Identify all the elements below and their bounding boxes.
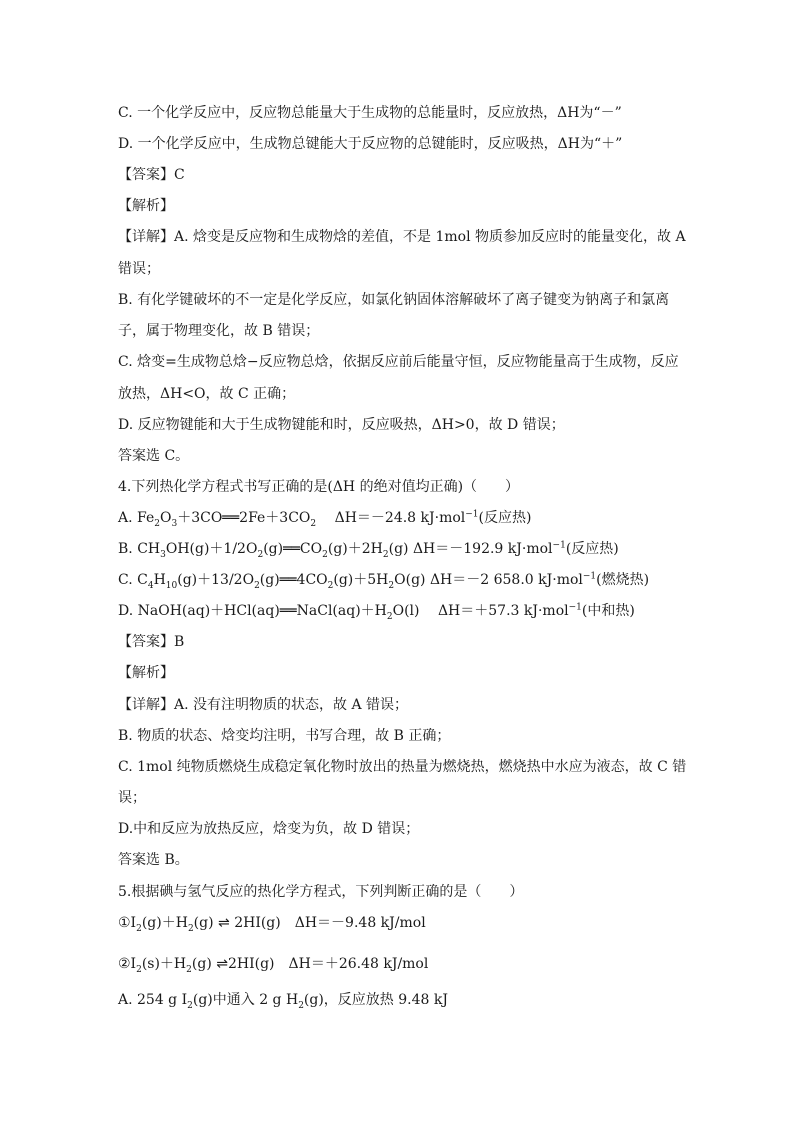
q4-b-sub: 2 [257, 549, 264, 560]
q3-option-d: D. 一个化学反应中，生成物总键能大于反应物的总键能时，反应吸热，ΔH为“＋” [118, 136, 623, 152]
q4-detail-d: D.中和反应为放热反应，焓变为负，故 D 错误； [118, 821, 420, 837]
q4-d-tail: (中和热) [581, 603, 635, 619]
q4-c-text: (g)══4CO [259, 572, 328, 588]
q3-detail-a-line2: 错误； [118, 261, 160, 277]
q5-eq1-text: (g)＋H [141, 915, 188, 931]
q4-c-sub: 2 [388, 580, 395, 591]
equilibrium-arrow-icon: ⇌ [218, 915, 230, 931]
q4-b-text: OH(g)＋1/2O [165, 541, 258, 557]
q3-detail-c-line1: C. 焓变=生成物总焓−反应物总焓，依据反应前后能量守恒，反应物能量高于生成物，反应 [118, 354, 679, 370]
equilibrium-arrow-icon: ⇌ [216, 956, 228, 972]
q4-a-tail: (反应热) [478, 510, 532, 526]
q4-c-text: H [153, 572, 166, 588]
q5-option-a [118, 990, 698, 1010]
q4-c-sub: 4 [147, 580, 154, 591]
q3-analysis-heading: 【解析】 [118, 198, 174, 214]
q4-stem: 4.下列热化学方程式书写正确的是(ΔH 的绝对值均正确)（ ） [118, 479, 520, 495]
q5-eq2-text: 2HI(g) ΔH＝＋26.48 kJ/mol [227, 956, 429, 972]
q4-a-sub: 3 [171, 518, 178, 529]
q4-c-sub: 2 [254, 580, 260, 591]
q4-detail-a: 【详解】A. 没有注明物质的状态，故 A 错误； [118, 697, 409, 713]
q5-a-text: (g)，反应放热 9.48 kJ [303, 992, 448, 1008]
q4-c-sub: 10 [165, 580, 178, 591]
q3-detail-c-line2: 放热，ΔH<O，故 C 正确； [118, 386, 296, 402]
q5-eq1-text: ①I [118, 915, 137, 931]
q4-a-sup: −1 [465, 509, 479, 520]
q4-b-tail: (反应热) [565, 541, 619, 557]
q4-detail-b: B. 物质的状态、焓变均注明，书写合理，故 B 正确； [118, 728, 451, 744]
q5-eq2-sub: 2 [186, 964, 192, 975]
q4-c-text: (g)＋5H [333, 572, 389, 588]
q5-eq1-sub: 2 [136, 923, 142, 934]
q4-c-label: C. [118, 572, 138, 588]
q4-a-sub: 2 [154, 518, 160, 529]
q4-b-sub: 2 [382, 549, 389, 560]
q4-d-sup: −1 [568, 602, 582, 613]
q5-eq2-text: (s)＋H [141, 956, 187, 972]
q3-detail-d: D. 反应物键能和大于生成物键能和时，反应吸热，ΔH>0，故 D 错误； [118, 417, 565, 433]
q4-a-text: ＋3CO══2Fe＋3CO [177, 510, 311, 526]
q3-detail-b-line1: B. 有化学键破坏的不一定是化学反应，如氯化钠固体溶解破坏了离子键变为钠离子和氯离 [118, 292, 670, 308]
q5-eq1-text: 2HI(g) ΔH＝－9.48 kJ/mol [229, 915, 426, 931]
q4-a-sub: 2 [310, 518, 317, 529]
q4-b-text: (g)══CO [263, 541, 323, 557]
q4-a-text: O [159, 510, 172, 526]
q3-detail-b-line2: 子，属于物理变化，故 B 错误； [118, 323, 320, 339]
q4-c-text: (g)＋13/2O [177, 572, 255, 588]
q4-b-text: (g) ΔH＝－192.9 kJ·mol [388, 541, 553, 557]
q4-b-sub: 3 [160, 549, 166, 560]
q3-answer: 【答案】C [118, 167, 185, 183]
q4-b-sup: −1 [552, 540, 566, 551]
q5-a-text: A. 254 g I [118, 992, 188, 1008]
q5-a-sub: 2 [298, 1000, 304, 1011]
q5-a-sub: 2 [187, 1000, 193, 1011]
q4-a-text: ΔH＝－24.8 kJ·mol [316, 510, 466, 526]
q5-equation-1 [118, 913, 698, 933]
q3-option-c: C. 一个化学反应中，反应物总能量大于生成物的总能量时，反应放热，ΔH为“－” [118, 105, 622, 121]
q4-d-label: D. [118, 603, 138, 619]
q4-a-text: Fe [137, 510, 155, 526]
q4-b-sub: 2 [322, 549, 328, 560]
q5-eq2-text: ②I [118, 956, 137, 972]
q4-c-text: O(g) ΔH＝－2 658.0 kJ·mol [394, 572, 583, 588]
q4-b-text: (g)＋2H [327, 541, 383, 557]
q5-eq1-text: (g) [193, 915, 219, 931]
q4-a-label: A. [118, 510, 138, 526]
q4-answer: 【答案】B [118, 634, 185, 650]
q4-b-text: CH [137, 541, 161, 557]
q4-option-c [118, 570, 698, 590]
q5-eq1-sub: 2 [187, 923, 194, 934]
q4-detail-c-line2: 误； [118, 790, 146, 806]
q4-c-sup: −1 [582, 571, 597, 582]
q4-c-sub: 2 [327, 580, 334, 591]
q5-equation-2 [118, 954, 698, 974]
q5-stem: 5.根据碘与氢气反应的热化学方程式，下列判断正确的是（ ） [118, 884, 524, 900]
q3-detail-a-line1: 【详解】A. 焓变是反应物和生成物焓的差值，不是 1mol 物质参加反应时的能量变化，故 A [118, 229, 686, 245]
q4-option-a [118, 508, 698, 528]
q4-d-text: O(l) ΔH＝＋57.3 kJ·mol [392, 603, 569, 619]
q4-detail-c-line1: C. 1mol 纯物质燃烧生成稳定氧化物时放出的热量为燃烧热，燃烧热中水应为液态，故 C 错 [118, 759, 687, 775]
q5-a-text: (g)中通入 2 g H [192, 992, 299, 1008]
q3-conclusion: 答案选 C。 [118, 448, 190, 464]
q4-option-d [118, 601, 698, 621]
q4-analysis-heading: 【解析】 [118, 665, 174, 681]
q5-eq2-sub: 2 [136, 964, 142, 975]
q4-c-tail: (燃烧热) [596, 572, 650, 588]
q4-d-sub: 2 [386, 611, 393, 622]
q4-c-text: C [137, 572, 148, 588]
q4-d-text: NaOH(aq)＋HCl(aq)══NaCl(aq)＋H [137, 603, 387, 619]
q4-conclusion: 答案选 B。 [118, 852, 189, 868]
q4-option-b [118, 539, 698, 559]
q5-eq2-text: (g) [191, 956, 217, 972]
q4-b-label: B. [118, 541, 138, 557]
